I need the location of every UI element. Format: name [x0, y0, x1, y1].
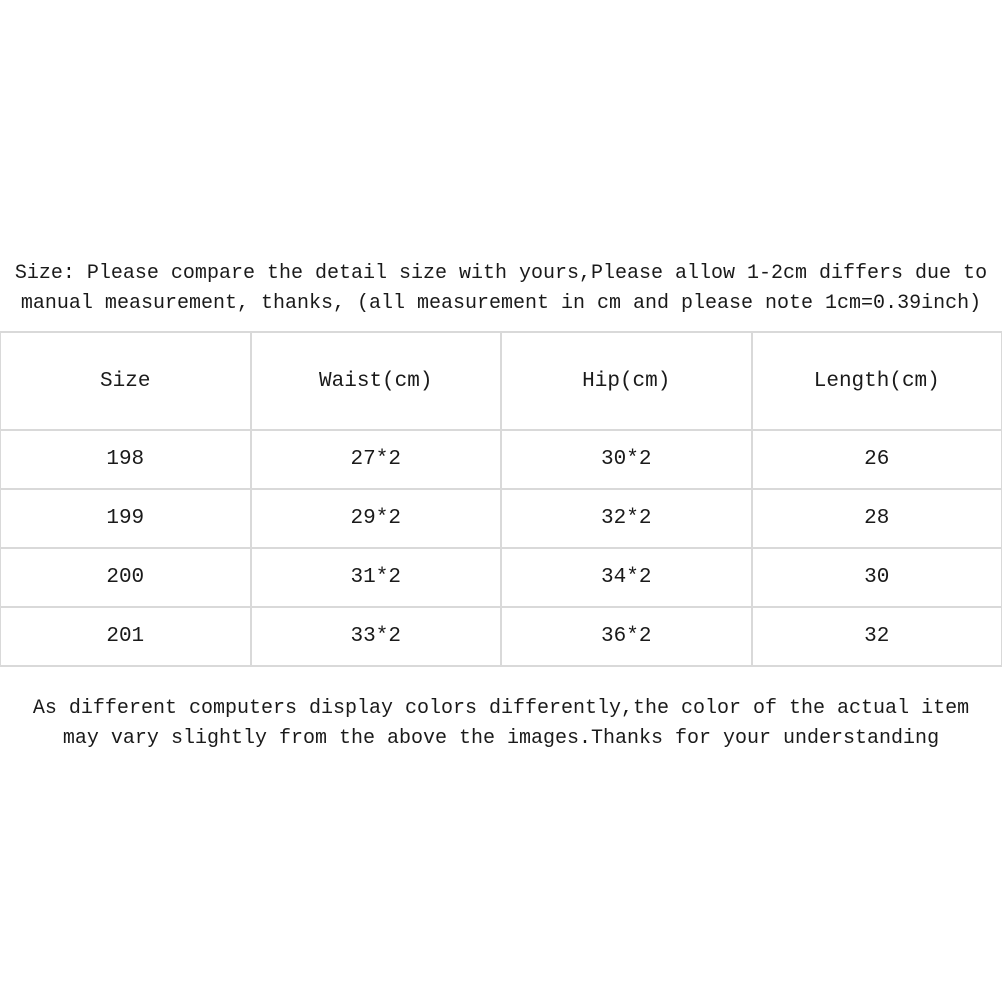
column-header-length: Length(cm) — [752, 332, 1002, 430]
table-cell: 33*2 — [251, 607, 502, 666]
color-disclaimer-line-2: may vary slightly from the above the images.Thanks for your understanding — [62, 727, 940, 750]
table-cell: 32 — [752, 607, 1002, 666]
table-row — [0, 430, 1002, 489]
table-cell: 31*2 — [251, 548, 502, 607]
table-cell: 34*2 — [501, 548, 752, 607]
table-cell: 30*2 — [501, 430, 752, 489]
size-table-header-row — [0, 332, 1002, 430]
table-cell: 198 — [0, 430, 251, 489]
table-cell: 32*2 — [501, 489, 752, 548]
table-cell: 36*2 — [501, 607, 752, 666]
size-note-line-1: Size: Please compare the detail size with yours,Please allow 1-2cm differs due to — [14, 262, 988, 285]
size-table — [0, 331, 1002, 667]
color-disclaimer-note — [0, 694, 1002, 754]
table-cell: 199 — [0, 489, 251, 548]
column-header-waist: Waist(cm) — [251, 332, 502, 430]
table-cell: 27*2 — [251, 430, 502, 489]
table-row — [0, 607, 1002, 666]
table-row — [0, 489, 1002, 548]
table-cell: 28 — [752, 489, 1002, 548]
table-cell: 30 — [752, 548, 1002, 607]
size-note-line-2: manual measurement, thanks, (all measurement in cm and please note 1cm=0.39inch) — [20, 292, 982, 315]
column-header-hip: Hip(cm) — [501, 332, 752, 430]
table-cell: 26 — [752, 430, 1002, 489]
table-cell: 29*2 — [251, 489, 502, 548]
color-disclaimer-line-1: As different computers display colors differently,the color of the actual item — [32, 697, 970, 720]
size-note — [0, 259, 1002, 319]
table-cell: 201 — [0, 607, 251, 666]
table-row — [0, 548, 1002, 607]
column-header-size: Size — [0, 332, 251, 430]
table-cell: 200 — [0, 548, 251, 607]
